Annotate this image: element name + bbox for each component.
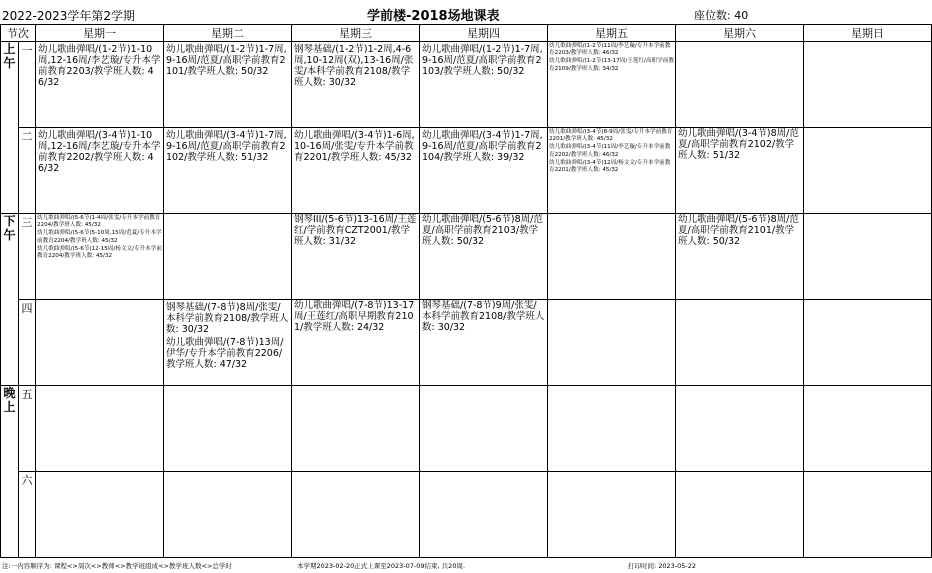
empty-cell[interactable]	[804, 386, 932, 472]
empty-cell[interactable]	[804, 42, 932, 128]
empty-cell[interactable]	[804, 214, 932, 300]
day-header-sun: 星期日	[804, 25, 932, 42]
course-text: 幼儿歌曲弹唱/(1-2节)11周/李艺璇/专升本学前教育2203/教学班人数: 46/32	[549, 43, 671, 57]
course-cell[interactable]	[164, 128, 292, 214]
empty-cell[interactable]	[676, 300, 804, 386]
timetable-grid	[0, 24, 932, 558]
course-cell[interactable]	[548, 42, 676, 128]
course-text: 幼儿歌曲弹唱/(3-4节)1-10周,12-16周/李艺璇/专升本学前教育2202/教学班人数: 46/32	[38, 130, 161, 174]
course-text: 幼儿歌曲弹唱/(3-4节)12周/杨文文/专升本学前教育2201/教学班人数: 45/32	[549, 159, 671, 174]
evening-label: 晚上	[1, 386, 19, 558]
period-label: 二	[19, 128, 36, 214]
course-text: 钢琴基础/(7-8节)9周/张雯/本科学前教育2108/教学班人数: 30/32	[422, 300, 545, 333]
course-cell[interactable]	[36, 42, 164, 128]
course-cell[interactable]	[420, 214, 548, 300]
period-header: 节次	[1, 25, 36, 42]
course-cell[interactable]	[292, 128, 420, 214]
empty-cell[interactable]	[420, 472, 548, 558]
table-row	[1, 386, 932, 472]
empty-cell[interactable]	[164, 386, 292, 472]
day-header-mon: 星期一	[36, 25, 164, 42]
day-header-tue: 星期二	[164, 25, 292, 42]
seat-count: 座位数: 40	[694, 9, 749, 22]
course-cell[interactable]	[420, 128, 548, 214]
empty-cell[interactable]	[676, 42, 804, 128]
empty-cell[interactable]	[676, 386, 804, 472]
empty-cell[interactable]	[36, 300, 164, 386]
table-row	[1, 42, 932, 128]
course-text: 幼儿歌曲弹唱/(3-4节)1-7周,9-16周/范夏/高职学前教育2104/教学班人数: 39/32	[422, 130, 543, 163]
empty-cell[interactable]	[292, 386, 420, 472]
course-cell[interactable]	[420, 42, 548, 128]
day-header-sat: 星期六	[676, 25, 804, 42]
empty-cell[interactable]	[292, 472, 420, 558]
period-label: 一	[19, 42, 36, 128]
term-label: 2022-2023学年第2学期	[2, 9, 136, 23]
empty-cell[interactable]	[676, 472, 804, 558]
footer	[0, 558, 932, 573]
course-text: 幼儿歌曲弹唱/(3-4节)8-9周/张雯/专升本学前教育2201/教学班人数: 45/32	[549, 129, 673, 143]
empty-cell[interactable]	[548, 472, 676, 558]
table-row	[1, 300, 932, 386]
day-header-fri: 星期五	[548, 25, 676, 42]
print-time: 打印时间: 2023-05-22	[628, 562, 697, 570]
course-text: 钢琴III/(5-6节)13-16周/王莲红/学前教育CZT2001/教学班人数: 31/32	[294, 214, 417, 247]
footer-note: 注:一内容顺序为: 课程<>周次<>教师<>教学班组成<>教学班人数<>总学时	[2, 562, 232, 570]
empty-cell[interactable]	[36, 472, 164, 558]
empty-cell[interactable]	[804, 472, 932, 558]
course-text: 幼儿歌曲弹唱/(3-4节)8周/范夏/高职学前教育2102/教学班人数: 51/32	[678, 128, 799, 161]
course-cell[interactable]	[36, 128, 164, 214]
term-range: 本学期2023-02-20正式上课至2023-07-09结束, 共20周.	[297, 562, 466, 570]
empty-cell[interactable]	[164, 472, 292, 558]
course-text: 幼儿歌曲弹唱/(3-4节)1-6周,10-16周/张雯/专升本学前教育2201/教学班人数: 45/32	[294, 130, 415, 163]
course-cell[interactable]	[676, 214, 804, 300]
table-row	[1, 472, 932, 558]
header-row	[1, 25, 932, 42]
morning-label: 上午	[1, 42, 19, 214]
empty-cell[interactable]	[548, 214, 676, 300]
course-cell[interactable]	[548, 128, 676, 214]
course-text: 钢琴基础/(7-8节)8周/张雯/本科学前教育2108/教学班人数: 30/32	[166, 302, 289, 335]
empty-cell[interactable]	[164, 214, 292, 300]
course-text: 幼儿歌曲弹唱/(3-4节)11周/李艺璇/专升本学前教育2202/教学班人数: 46/32	[549, 144, 671, 158]
course-text: 幼儿歌曲弹唱/(5-6节)1-4周/张雯/专升本学前教育2204/教学班人数: 45/32	[37, 215, 161, 229]
page-title: 学前楼-2018场地课表	[367, 9, 500, 24]
course-text: 幼儿歌曲弹唱/(5-6节)5-10周,15周/范夏/专升本学前教育2204/教学班人数: 45/32	[37, 230, 162, 244]
course-text: 幼儿歌曲弹唱/(1-2节)1-7周,9-16周/范夏/高职学前教育2101/教学班人数: 50/32	[166, 44, 287, 77]
course-text: 钢琴基础/(1-2节)1-2周,4-6周,10-12周(双),13-16周/张雯/本科学前教育2108/教学班人数: 30/32	[294, 44, 414, 88]
course-text: 幼儿歌曲弹唱/(5-6节)8周/范夏/高职学前教育2101/教学班人数: 50/32	[678, 214, 799, 247]
course-cell[interactable]	[164, 42, 292, 128]
course-cell[interactable]	[164, 300, 292, 386]
course-cell[interactable]	[420, 300, 548, 386]
course-text: 幼儿歌曲弹唱/(1-2节)1-10周,12-16周/李艺璇/专升本学前教育2203/教学班人数: 46/32	[38, 44, 161, 88]
afternoon-label: 下午	[1, 214, 19, 386]
course-text: 幼儿歌曲弹唱/(7-8节)13周/伊华/专升本学前教育2206/教学班人数: 47/32	[166, 337, 284, 370]
period-label: 三	[19, 214, 36, 300]
empty-cell[interactable]	[548, 300, 676, 386]
period-label: 四	[19, 300, 36, 386]
course-cell[interactable]	[292, 214, 420, 300]
course-cell[interactable]	[676, 128, 804, 214]
course-text: 幼儿歌曲弹唱/(1-2节)13-17周/王莲红/高职学前教育2109/教学班人数: 34/32	[549, 58, 674, 72]
period-label: 五	[19, 386, 36, 472]
day-header-wed: 星期三	[292, 25, 420, 42]
empty-cell[interactable]	[36, 386, 164, 472]
empty-cell[interactable]	[804, 300, 932, 386]
table-row	[1, 214, 932, 300]
table-row	[1, 128, 932, 214]
course-text: 幼儿歌曲弹唱/(5-6节)12-15周/杨文文/专升本学前教育2204/教学班人数: 45/32	[37, 245, 162, 260]
course-cell[interactable]	[36, 214, 164, 300]
course-text: 幼儿歌曲弹唱/(3-4节)1-7周,9-16周/范夏/高职学前教育2102/教学班人数: 51/32	[166, 130, 287, 163]
period-label: 六	[19, 472, 36, 558]
day-header-thu: 星期四	[420, 25, 548, 42]
course-cell[interactable]	[292, 300, 420, 386]
title-bar	[0, 0, 932, 24]
course-text: 幼儿歌曲弹唱/(5-6节)8周/范夏/高职学前教育2103/教学班人数: 50/32	[422, 214, 543, 247]
empty-cell[interactable]	[548, 386, 676, 472]
course-cell[interactable]	[292, 42, 420, 128]
course-text: 幼儿歌曲弹唱/(1-2节)1-7周,9-16周/范夏/高职学前教育2103/教学班人数: 50/32	[422, 44, 543, 77]
empty-cell[interactable]	[804, 128, 932, 214]
course-text: 幼儿歌曲弹唱/(7-8节)13-17周/王莲红/高职早期教育2101/教学班人数: 24/32	[294, 300, 415, 333]
empty-cell[interactable]	[420, 386, 548, 472]
